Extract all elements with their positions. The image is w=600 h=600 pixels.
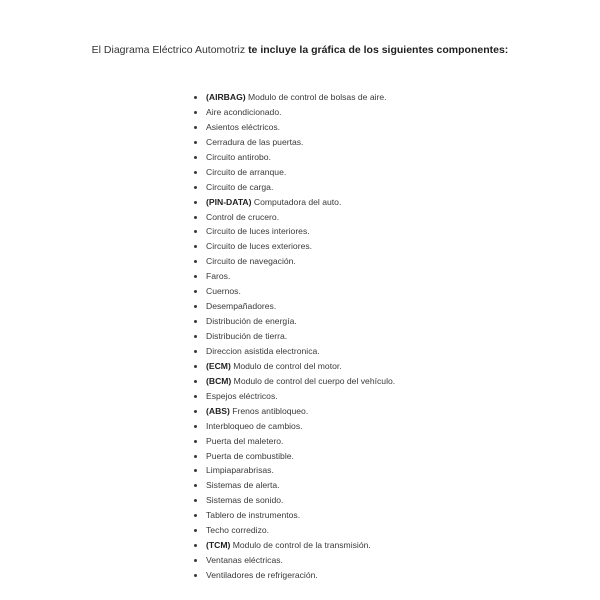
list-item — [194, 120, 395, 135]
list-item — [194, 269, 395, 284]
list-item — [194, 329, 395, 344]
item-text: Distribución de energía. — [206, 316, 297, 327]
bullet-icon — [194, 410, 197, 413]
bullet-icon — [194, 96, 197, 99]
item-text: Cuernos. — [206, 286, 241, 297]
list-item — [194, 359, 395, 374]
bullet-icon — [194, 186, 197, 189]
item-text: Ventiladores de refrigeración. — [206, 570, 318, 580]
heading-normal-text: El Diagrama Eléctrico Automotriz — [91, 44, 249, 56]
item-text: Puerta de combustible. — [206, 450, 294, 461]
item-text: Espejos eléctricos. — [206, 390, 278, 401]
item-tag: (ECM) — [206, 360, 231, 371]
item-text: Interbloqueo de cambios. — [206, 420, 303, 431]
list-item — [194, 538, 395, 553]
bullet-icon — [194, 275, 197, 278]
item-text: Circuito de luces exteriores. — [206, 241, 313, 252]
item-tag: (AIRBAG) — [206, 92, 246, 102]
bullet-icon — [194, 425, 197, 428]
bullet-icon — [194, 230, 197, 233]
item-text: Distribución de tierra. — [206, 331, 288, 341]
item-text: Techo corredizo. — [206, 525, 270, 536]
bullet-icon — [194, 469, 197, 472]
bullet-icon — [194, 111, 197, 114]
item-text: Circuito de carga. — [206, 181, 274, 192]
item-tag: (ABS) — [206, 405, 230, 416]
item-text: Sistemas de sonido. — [206, 495, 284, 506]
item-text: Circuito de arranque. — [206, 166, 287, 177]
item-text: Direccion asistida electronica. — [206, 345, 320, 356]
item-text: Faros. — [206, 271, 231, 282]
list-item — [194, 389, 395, 404]
item-text: Desempañadores. — [206, 301, 277, 312]
bullet-icon — [194, 455, 197, 458]
list-item — [194, 523, 395, 538]
list-item — [194, 90, 395, 105]
item-text: Limpiaparabrisas. — [206, 465, 274, 476]
bullet-icon — [194, 559, 197, 562]
list-item — [194, 135, 395, 150]
list-item — [194, 419, 395, 434]
item-text: Computadora del auto. — [251, 196, 342, 207]
item-tag: (TCM) — [206, 540, 231, 551]
list-item — [194, 508, 395, 523]
list-item — [194, 239, 395, 254]
bullet-icon — [194, 395, 197, 398]
bullet-icon — [194, 156, 197, 159]
item-tag: (BCM) — [206, 375, 232, 386]
item-text: Tablero de instrumentos. — [206, 510, 301, 521]
bullet-icon — [194, 440, 197, 443]
bullet-icon — [194, 544, 197, 547]
bullet-icon — [194, 320, 197, 323]
item-text: Modulo de control de bolsas de aire. — [245, 92, 387, 102]
bullet-icon — [194, 499, 197, 502]
item-text: Sistemas de alerta. — [206, 480, 280, 491]
bullet-icon — [194, 305, 197, 308]
list-item — [194, 553, 395, 568]
bullet-icon — [194, 514, 197, 517]
list-item — [194, 105, 395, 120]
bullet-icon — [194, 350, 197, 353]
item-text: Circuito de luces interiores. — [206, 226, 310, 237]
list-item — [194, 374, 395, 389]
list-item — [194, 254, 395, 269]
list-item — [194, 299, 395, 314]
item-text: Circuito de navegación. — [206, 256, 296, 267]
list-item — [194, 493, 395, 508]
bullet-icon — [194, 141, 197, 144]
item-text: Control de crucero. — [206, 211, 280, 222]
component-list — [194, 90, 395, 583]
bullet-icon — [194, 574, 197, 577]
list-item — [194, 224, 395, 239]
bullet-icon — [194, 529, 197, 532]
list-item — [194, 404, 395, 419]
bullet-icon — [194, 365, 197, 368]
heading-bold-text: te incluye la gráfica de los siguientes componentes: — [248, 44, 509, 56]
list-item — [194, 195, 395, 210]
bullet-icon — [194, 245, 197, 248]
item-text: Modulo de control de la transmisión. — [230, 540, 371, 551]
bullet-icon — [194, 126, 197, 129]
item-text: Modulo de control del cuerpo del vehículo. — [231, 375, 396, 386]
item-text: Modulo de control del motor. — [230, 360, 342, 371]
bullet-icon — [194, 260, 197, 263]
item-text: Circuito antirobo. — [206, 151, 271, 162]
list-item — [194, 165, 395, 180]
list-item — [194, 568, 395, 583]
bullet-icon — [194, 171, 197, 174]
item-text: Aire acondicionado. — [206, 106, 282, 117]
list-item — [194, 180, 395, 195]
page-heading — [90, 42, 510, 59]
item-text: Frenos antibloqueo. — [229, 405, 309, 416]
bullet-icon — [194, 201, 197, 204]
bullet-icon — [194, 290, 197, 293]
list-item — [194, 434, 395, 449]
list-item — [194, 314, 395, 329]
list-item — [194, 284, 395, 299]
bullet-icon — [194, 380, 197, 383]
list-item — [194, 478, 395, 493]
list-item — [194, 449, 395, 464]
list-item — [194, 344, 395, 359]
list-item — [194, 150, 395, 165]
bullet-icon — [194, 335, 197, 338]
item-text: Puerta del maletero. — [206, 435, 284, 446]
item-text: Cerradura de las puertas. — [206, 136, 304, 147]
item-tag: (PIN-DATA) — [206, 196, 252, 207]
item-text: Asientos eléctricos. — [206, 121, 281, 132]
list-item — [194, 463, 395, 478]
bullet-icon — [194, 484, 197, 487]
bullet-icon — [194, 216, 197, 219]
item-text: Ventanas eléctricas. — [206, 555, 283, 566]
list-item — [194, 210, 395, 225]
